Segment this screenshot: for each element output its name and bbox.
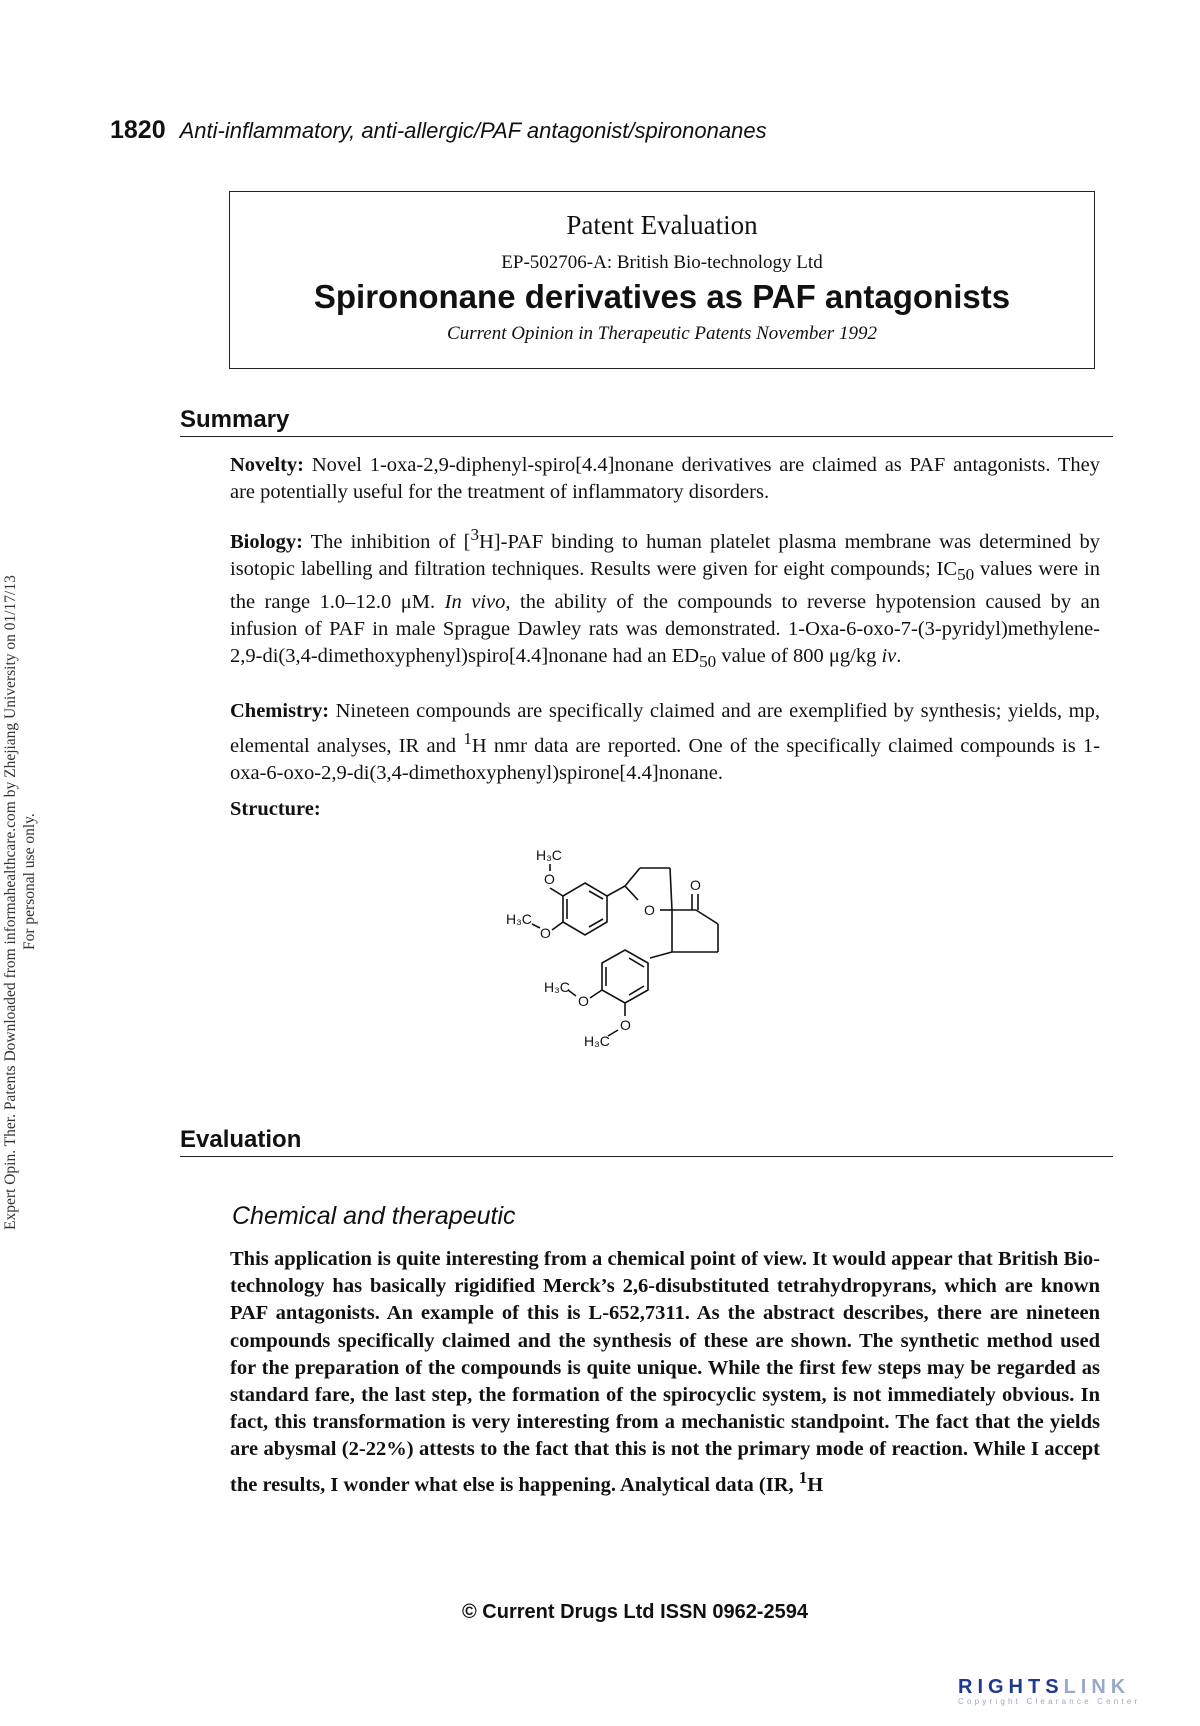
biology-text: The inhibition of [	[310, 530, 471, 553]
subscript: 50	[699, 652, 717, 672]
chemistry-text: Nineteen compounds are specifically claimed and are exemplified by synthesis; yields, mp, elemental analyses, IR and	[230, 700, 1100, 758]
rightslink-wordmark	[958, 1676, 1198, 1699]
biology-label: Biology:	[230, 530, 303, 553]
label-o-c: O	[578, 993, 589, 1009]
lower-benzene-ring	[602, 950, 648, 1003]
superscript: 1	[798, 1467, 808, 1487]
copyright-footer: © Current Drugs Ltd ISSN 0962-2594	[462, 1601, 808, 1623]
label-o-a: O	[544, 871, 555, 887]
label-o-ring: O	[644, 902, 655, 918]
summary-heading: Summary	[180, 406, 1113, 437]
biology-text: , the ability of the compounds to reverse hypotension caused by an infusion of PAF in male Sprague Dawley rats was demonstrated. 1-Oxa-6-oxo-7-(3-pyridyl)methylene-2,9-di(3,4-dimethoxyphenyl)spiro[4.4]nonane had an ED	[230, 590, 1100, 668]
biology-italic: iv	[881, 645, 897, 668]
rightslink-light: LINK	[1063, 1676, 1131, 1698]
evaluation-paragraph	[230, 1246, 1100, 1499]
page-number: 1820	[110, 116, 166, 144]
watermark-line-2: For personal use only.	[21, 813, 38, 950]
watermark-line-1: Expert Opin. Ther. Patents Downloaded from informahealthcare.com by Zhejiang University on 01/17/13	[2, 575, 19, 1230]
chemistry-text: H nmr data are reported. One of the specifically claimed compounds is 1-oxa-6-oxo-2,9-di(3,4-dimethoxyphenyl)spirone[4.4]nonane.	[230, 735, 1101, 785]
patent-number: EP-502706-A: British Bio-technology Ltd	[501, 252, 823, 273]
structure-label: Structure:	[230, 798, 321, 820]
biology-text: H]-PAF binding to human platelet plasma membrane was determined by isotopic labelling and filtration techniques. Results were given for eight compounds; IC	[230, 530, 1100, 581]
label-h3c-a: H₃C	[536, 847, 562, 863]
chemistry-label: Chemistry:	[230, 700, 330, 722]
rightslink-tagline: Copyright Clearance Center	[958, 1697, 1141, 1706]
side-watermark	[2, 510, 42, 1230]
evaluation-heading: Evaluation	[180, 1126, 1113, 1157]
label-h3c-c: H₃C	[544, 979, 570, 995]
biology-italic: In vivo	[444, 590, 506, 613]
patent-evaluation-box	[229, 191, 1095, 369]
subsection-heading: Chemical and therapeutic	[232, 1202, 516, 1230]
upper-benzene-ring	[563, 883, 607, 935]
biology-text: value of 800 μg/kg	[716, 645, 877, 668]
subscript: 50	[957, 565, 975, 585]
novelty-paragraph	[230, 452, 1100, 507]
rightslink-logo[interactable]	[958, 1676, 1198, 1716]
evaluation-text: This application is quite interesting from a chemical point of view. It would appear that British Bio-technology has basically rigidified Merck’s 2,6-disubstituted tetrahydropyrans, which are known PAF antagonists. An example of this is L-652,7311. As the abstract describes, there are nineteen compounds specifically claimed and the synthesis of these are shown. The synthetic method used for the preparation of the compounds is quite unique. While the first few steps may be regarded as standard fare, the last step, the formation of the spirocyclic system, is not immediately obvious. In fact, this transformation is very interesting from a mechanistic standpoint. The fact that the yields are abysmal (2-22%) attests to the fact that this is not the primary mode of reaction. While I accept the results, I wonder what else is happening. Analytical data (IR,	[230, 1248, 1100, 1496]
box-heading: Patent Evaluation	[566, 210, 758, 240]
running-header	[110, 116, 767, 145]
rightslink-dark: RIGHTS	[958, 1676, 1064, 1698]
source-citation: Current Opinion in Therapeutic Patents November 1992	[447, 323, 877, 344]
biology-text: .	[896, 645, 902, 668]
chemical-structure	[500, 840, 820, 1070]
label-o-d: O	[620, 1017, 631, 1033]
novelty-text: Novel 1-oxa-2,9-diphenyl-spiro[4.4]nonane derivatives are claimed as PAF antagonists. They are potentially useful for the treatment of inflammatory disorders.	[230, 454, 1101, 504]
structure-drawing	[500, 840, 820, 1070]
evaluation-text: H	[807, 1473, 824, 1496]
biology-paragraph	[230, 521, 1100, 676]
chemistry-paragraph	[230, 698, 1100, 788]
label-h3c-d: H₃C	[584, 1033, 610, 1049]
label-o-b: O	[540, 925, 551, 941]
biology-text: values were in the range 1.0–12.0 μM.	[230, 558, 1100, 613]
novelty-label: Novelty:	[230, 454, 305, 476]
superscript: 1	[463, 729, 472, 749]
superscript: 3	[470, 525, 479, 544]
running-title: Anti-inflammatory, anti-allergic/PAF antagonist/spirononanes	[179, 118, 767, 143]
article-title: Spirononane derivatives as PAF antagonists	[313, 278, 1011, 315]
label-h3c-b: H₃C	[506, 911, 532, 927]
label-o-ketone: O	[690, 877, 701, 893]
